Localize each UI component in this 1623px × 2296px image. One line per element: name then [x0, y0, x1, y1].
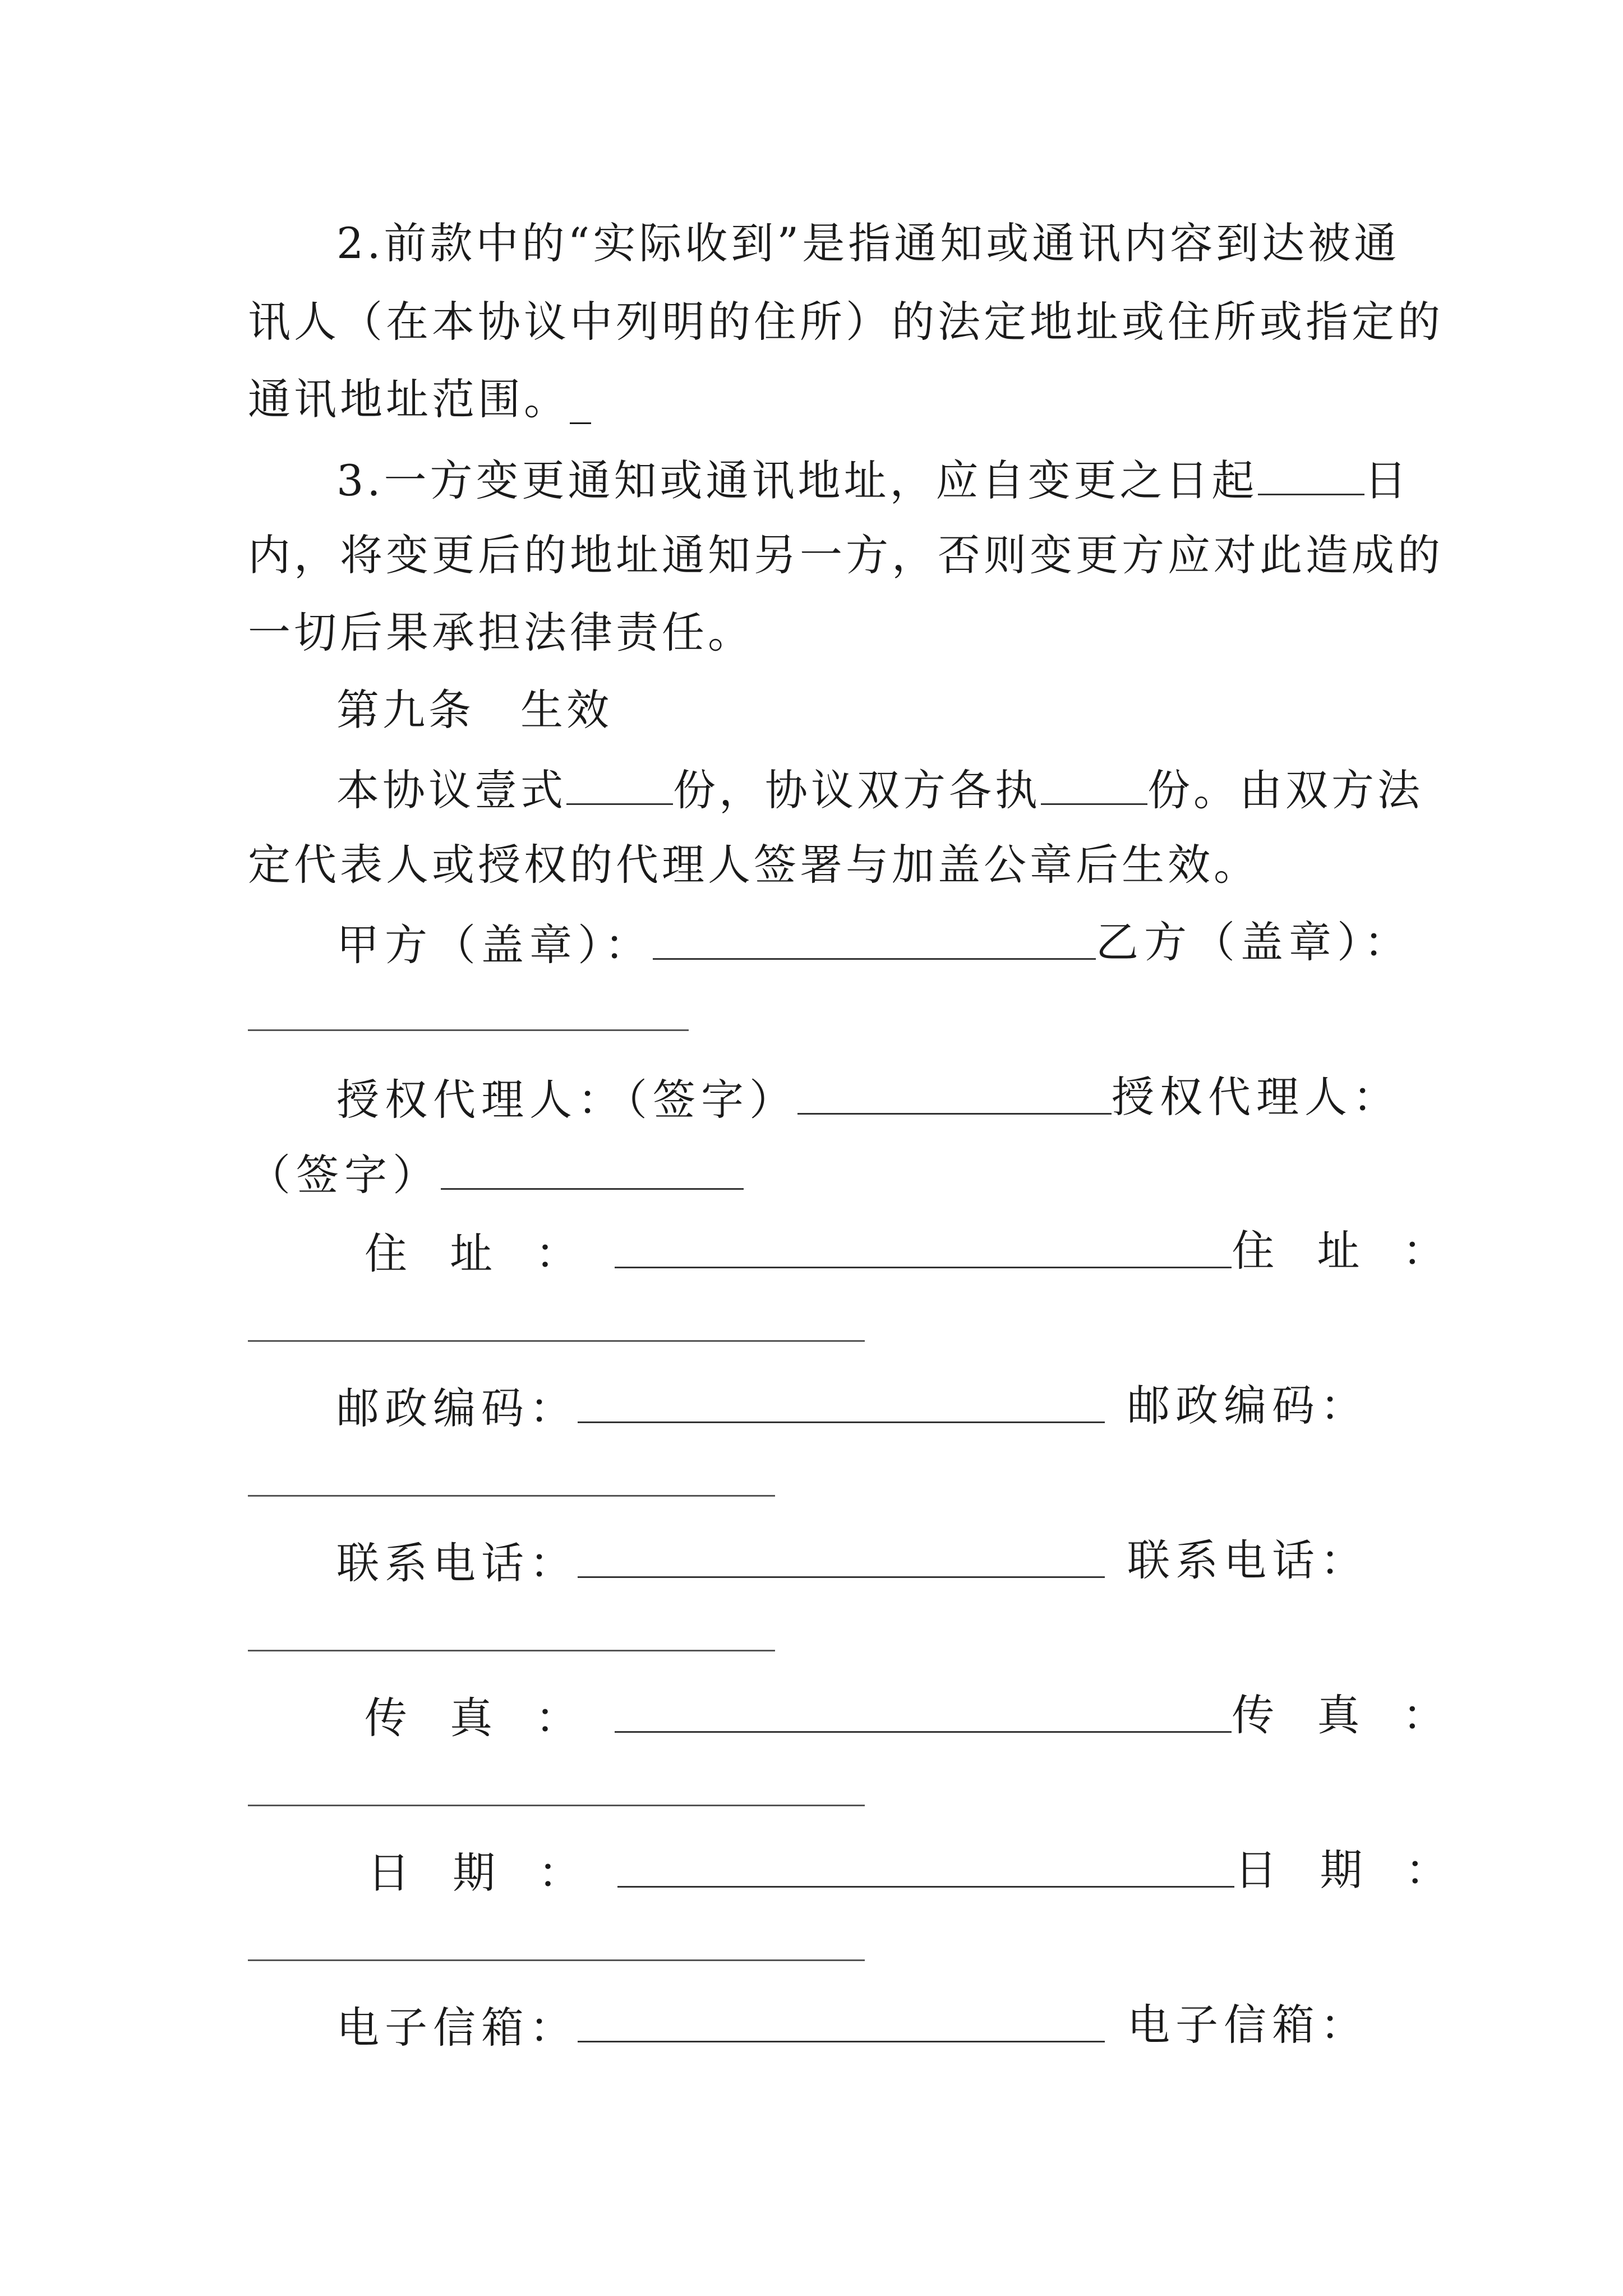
address-a-field[interactable] [615, 1224, 1232, 1268]
phone-b-label: 联系电话： [1127, 1535, 1368, 1585]
clause8-item2-line3: 通讯地址范围。_ [248, 374, 594, 424]
postcode-b-label: 邮政编码： [1127, 1381, 1368, 1430]
address-b-field[interactable] [248, 1340, 865, 1342]
each-copies-blank[interactable] [1041, 761, 1147, 805]
agent-b-sign-field[interactable] [441, 1145, 744, 1190]
fax-b-label: 传 真 ： [1232, 1690, 1460, 1740]
email-row [336, 1998, 1368, 2052]
date-a-label: 日 期 ： [367, 1848, 596, 1898]
agent-b-sign-label: （签字） [248, 1150, 441, 1200]
days-blank[interactable] [1258, 451, 1364, 495]
fax-a-label: 传 真 ： [365, 1693, 593, 1743]
agent-b-label: 授权代理人： [1112, 1072, 1401, 1122]
phone-a-field[interactable] [578, 1534, 1105, 1578]
clause8-item2-line2: 讯人（在本协议中列明的住所）的法定地址或住所或指定的 [248, 297, 1444, 347]
clause8-item3-line1 [336, 451, 1410, 505]
address-a-label: 住 址 ： [365, 1228, 593, 1278]
postcode-a-field[interactable] [578, 1379, 1105, 1423]
postcode-row [336, 1379, 1368, 1433]
postcode-b-field[interactable] [248, 1495, 775, 1497]
clause8-item2-line1: 2.前款中的“实际收到”是指通知或通讯内容到达被通 [336, 218, 1400, 268]
clause9-heading: 第九条 生效 [336, 685, 612, 735]
clause9-each-text: 份，协议双方各执 [673, 765, 1041, 815]
agent-row [336, 1070, 1401, 1125]
email-b-label: 电子信箱： [1127, 2000, 1368, 2050]
phone-a-label: 联系电话： [336, 1538, 578, 1588]
phone-row [336, 1534, 1368, 1588]
party-b-seal-label: 乙方（盖章）： [1096, 917, 1412, 967]
email-a-field[interactable] [578, 1998, 1105, 2042]
phone-b-field[interactable] [248, 1650, 775, 1651]
party-a-seal-field[interactable] [653, 915, 1096, 960]
agent-b-sign-row [248, 1145, 744, 1199]
party-b-seal-field[interactable] [248, 1029, 689, 1031]
date-b-field[interactable] [248, 1959, 865, 1961]
seal-row [336, 915, 1412, 970]
clause9-line2: 定代表人或授权的代理人签署与加盖公章后生效。 [248, 840, 1260, 890]
address-b-label: 住 址 ： [1232, 1226, 1460, 1276]
clause9-copies-text: 本协议壹式 [336, 765, 566, 815]
date-row [367, 1843, 1463, 1898]
clause9-line1 [336, 761, 1423, 815]
address-row [365, 1224, 1460, 1278]
agent-a-label: 授权代理人：（签字） [336, 1075, 797, 1125]
date-b-label: 日 期 ： [1234, 1845, 1463, 1895]
email-a-label: 电子信箱： [336, 2003, 578, 2053]
date-a-field[interactable] [617, 1843, 1234, 1888]
postcode-a-label: 邮政编码： [336, 1383, 578, 1433]
party-a-seal-label: 甲方（盖章）： [336, 920, 653, 970]
clause8-item3-line3: 一切后果承担法律责任。 [248, 608, 754, 657]
fax-b-field[interactable] [248, 1805, 865, 1806]
total-copies-blank[interactable] [566, 761, 673, 805]
clause8-item3-line2: 内，将变更后的地址通知另一方，否则变更方应对此造成的 [248, 530, 1444, 580]
clause8-item3-text: 3.一方变更通知或通讯地址，应自变更之日起 [336, 455, 1258, 505]
clause9-effect-text: 份。由双方法 [1147, 765, 1423, 815]
agent-a-sign-field[interactable] [797, 1070, 1112, 1115]
clause8-item3-days-suffix: 日 [1364, 455, 1410, 505]
fax-a-field[interactable] [615, 1688, 1232, 1733]
fax-row [365, 1688, 1460, 1743]
